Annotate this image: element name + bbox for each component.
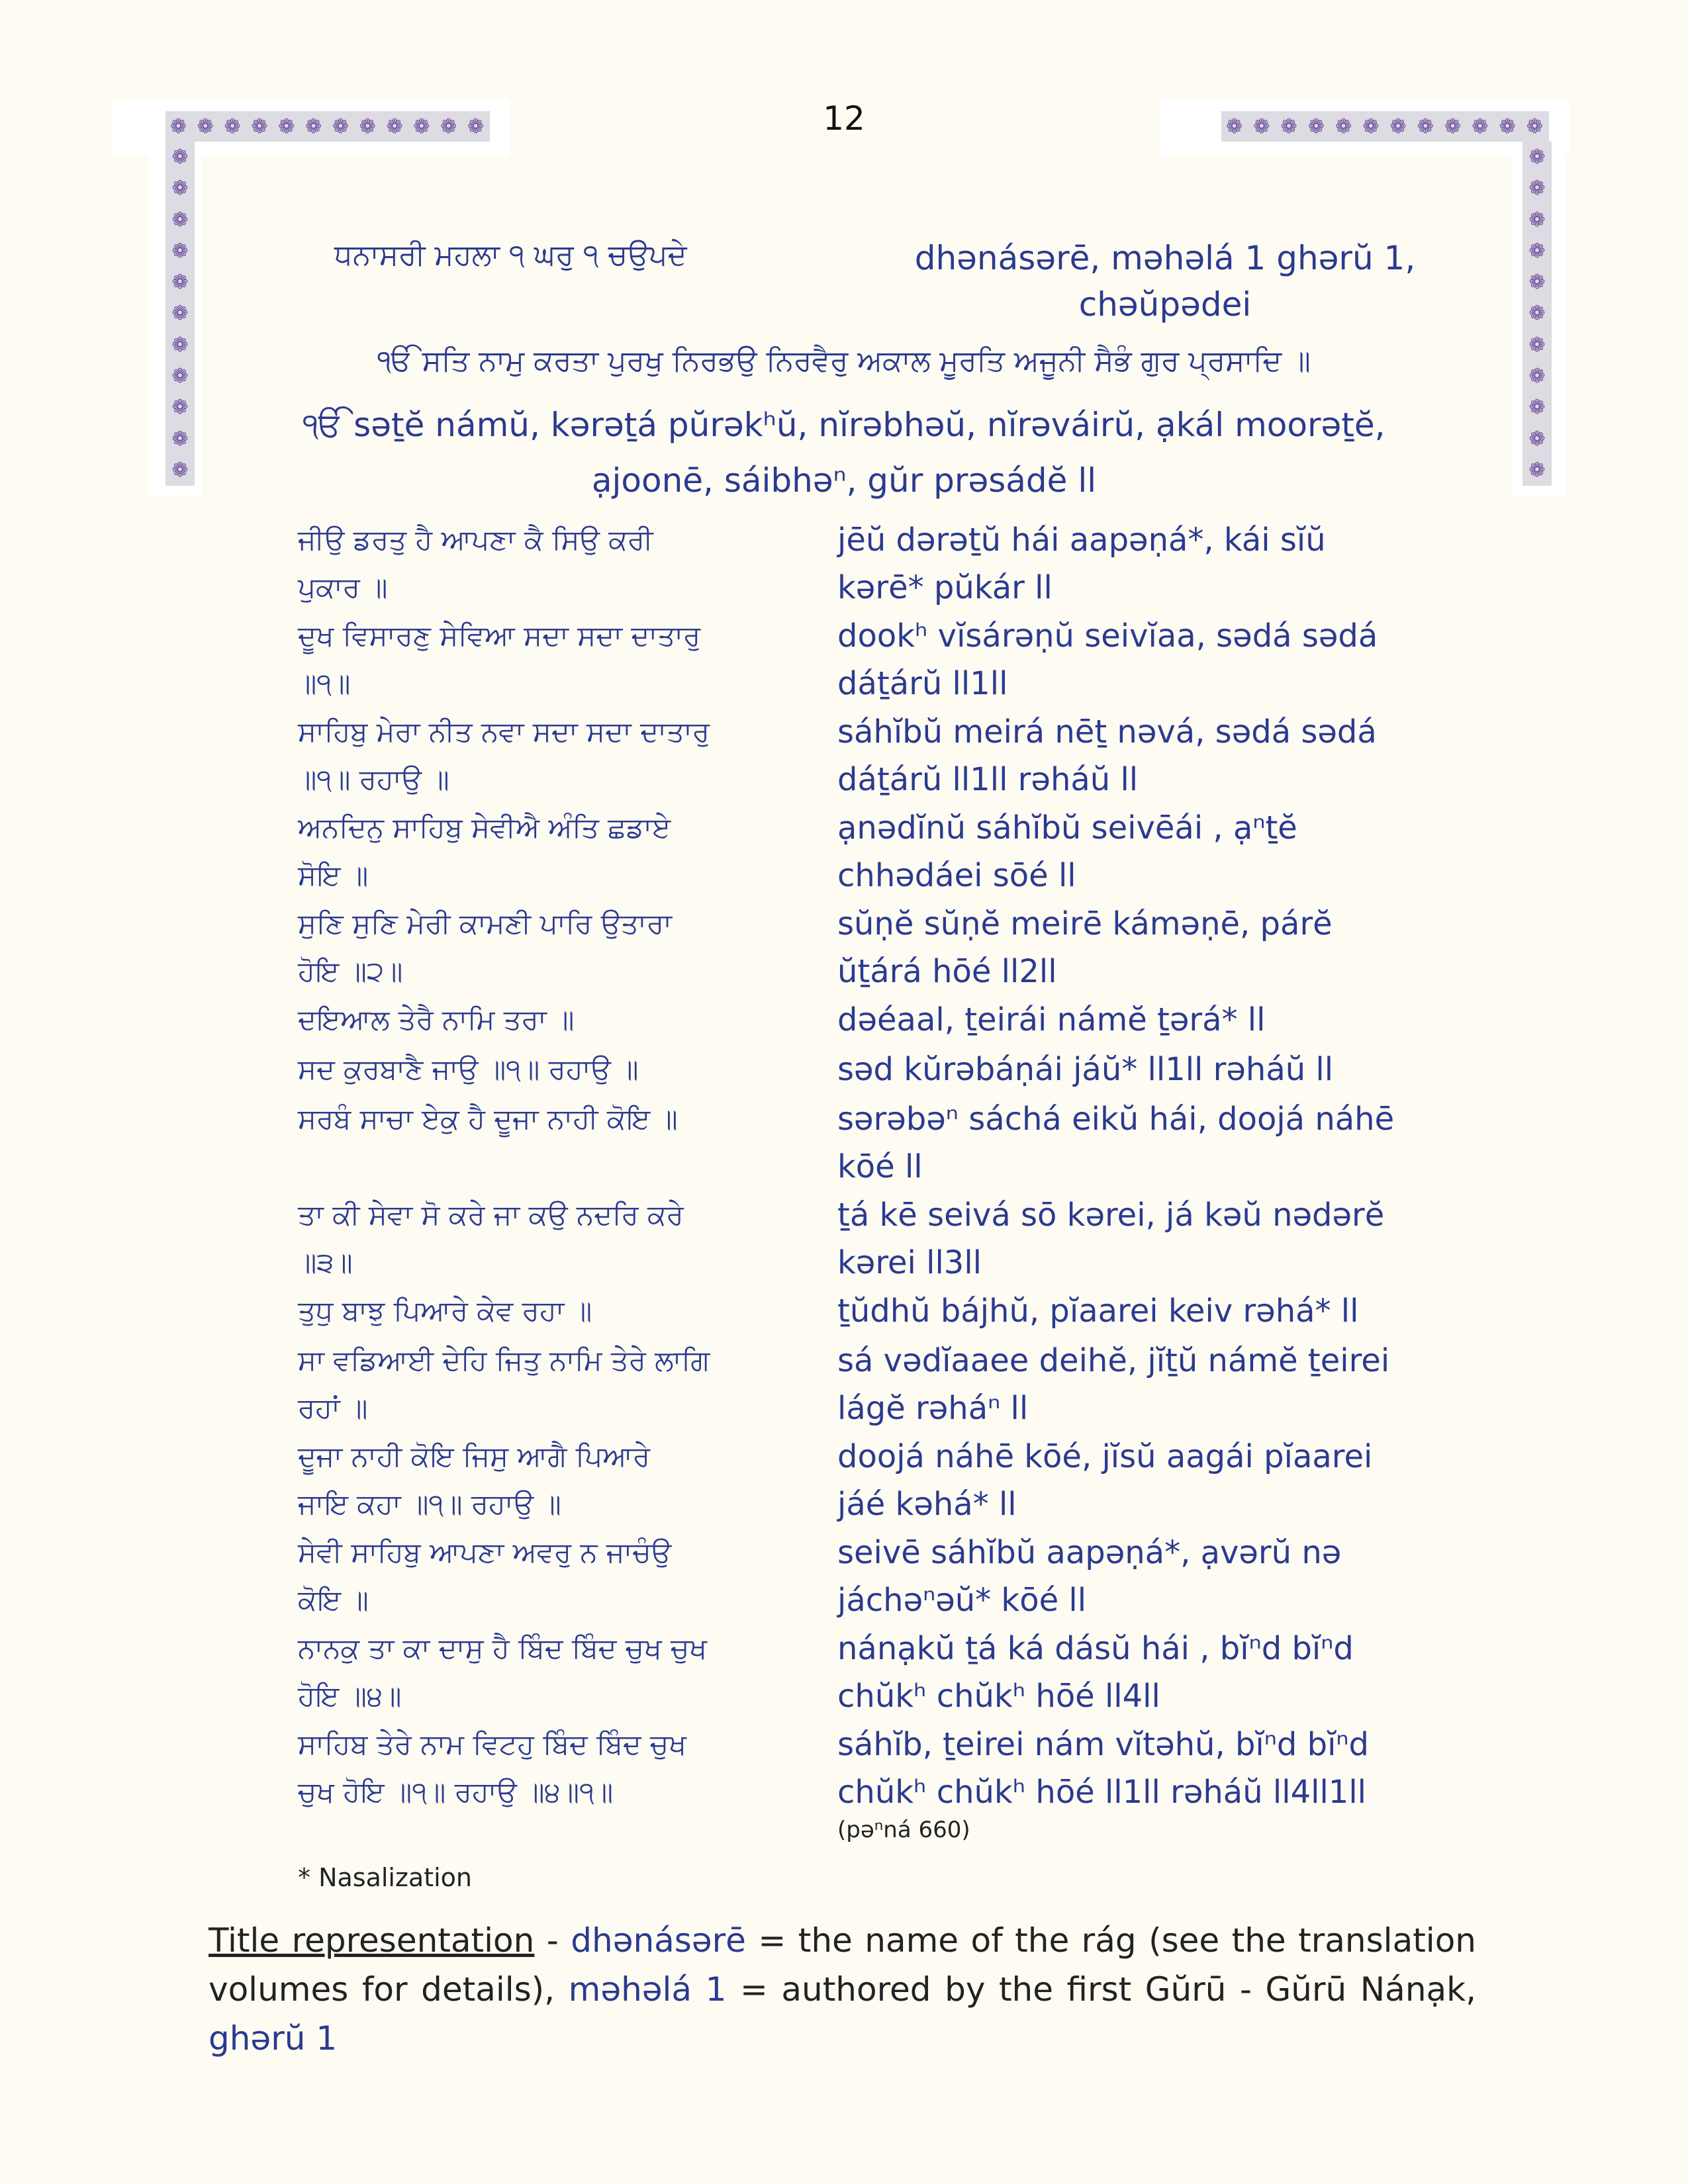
verse-gurmukhi: ਸਾ ਵਡਿਆਈ ਦੇਹਿ ਜਿਤੁ ਨਾਮਿ ਤੇਰੇ ਲਾਗਿ ਰਹਾਂ ॥ (298, 1344, 710, 1424)
mool-translit-line2: ạjoonē, sáibhəⁿ, gŭr prəsádĕ ll (591, 461, 1097, 500)
verse-transliteration: sá vədĭaaee deihĕ, jĭṯŭ námĕ ṯeirei lágĕ rəháⁿ ll (837, 1342, 1390, 1427)
verse-transliteration: ạnədĭnŭ sáhĭbŭ seivēái , ạⁿṯĕ chhədáei sōé ll (837, 809, 1297, 894)
verse-gurmukhi: ਸੁਣਿ ਸੁਣਿ ਮੇਰੀ ਕਾਮਣੀ ਪਾਰਿ ਉਤਾਰਾ ਹੋਇ ॥੨॥ (298, 907, 672, 987)
verse-transliteration: sáhĭb, ṯeirei nám vĭtəhŭ, bĭⁿd bĭⁿd chŭkʰ chŭkʰ hōé ll1ll rəháŭ ll4ll1ll (837, 1726, 1370, 1811)
page-number: 12 (823, 99, 865, 138)
term-ghar: ghərŭ 1 (209, 2019, 338, 2058)
verse-gurmukhi: ਸਰਬੰ ਸਾਚਾ ਏਕੁ ਹੈ ਦੂਜਾ ਨਾਹੀ ਕੋਇ ॥ (298, 1103, 678, 1135)
verse-transliteration: ṯŭdhŭ bájhŭ, pĭaarei keiv rəhá* ll (837, 1293, 1359, 1330)
heading-translit-line1: dhənásərē, məhəlá 1 ghərŭ 1, (914, 239, 1416, 277)
verse-gurmukhi: ਸਾਹਿਬ ਤੇਰੇ ਨਾਮ ਵਿਟਹੁ ਬਿੰਦ ਬਿੰਦ ਚੁਖ ਚੁਖ ਹੋਇ ॥੧॥ ਰਹਾਉ ॥੪॥੧॥ (298, 1728, 686, 1808)
verse-gurmukhi: ਅਨਦਿਨੁ ਸਾਹਿਬੁ ਸੇਵੀਐ ਅੰਤਿ ਛਡਾਏ ਸੋਇ ॥ (298, 811, 671, 891)
heading-translit-line2: chəŭpədei (1078, 285, 1252, 324)
verse-gurmukhi: ਜੀਉ ਡਰਤੁ ਹੈ ਆਪਣਾ ਕੈ ਸਿਉ ਕਰੀ ਪੁਕਾਰ ॥ (298, 523, 653, 604)
verse-transliteration: doojá náhē kōé, jĭsŭ aagái pĭaarei jáé kəhá* ll (837, 1438, 1373, 1523)
verse-gurmukhi: ਨਾਨਕੁ ਤਾ ਕਾ ਦਾਸੁ ਹੈ ਬਿੰਦ ਬਿੰਦ ਚੁਖ ਚੁਖ ਹੋਇ ॥੪॥ (298, 1632, 708, 1712)
verse-gurmukhi: ਸਾਹਿਬੁ ਮੇਰਾ ਨੀਤ ਨਵਾ ਸਦਾ ਸਦਾ ਦਾਤਾਰੁ ॥੧॥ ਰਹਾਉ ॥ (298, 715, 710, 796)
verse-transliteration: sáhĭbŭ meirá nēṯ nəvá, sədá sədá dáṯárŭ ll1ll rəháŭ ll (837, 713, 1377, 798)
mool-mantar-gurmukhi: ੴ ਸਤਿ ਨਾਮੁ ਕਰਤਾ ਪੁਰਖੁ ਨਿਰਭਉ ਨਿਰਵੈਰੁ ਅਕਾਲ ਮੂਰਤਿ ਅਜੂਨੀ ਸੈਭੰ ਗੁਰ ਪ੍ਰਸਾਦਿ ॥ (377, 344, 1311, 378)
verse-transliteration: sərəbəⁿ sáchá eikŭ hái, doojá náhē kōé ll (837, 1101, 1395, 1185)
mool-mantar-transliteration (265, 397, 1423, 508)
verse-gurmukhi: ਤਾ ਕੀ ਸੇਵਾ ਸੋ ਕਰੇ ਜਾ ਕਉ ਨਦਰਿ ਕਰੇ ॥੩॥ (298, 1199, 684, 1279)
verse-transliteration: dookʰ vĭsárəṇŭ seivĭaa, sədá sədá dáṯárŭ ll1ll (837, 617, 1378, 702)
ornament-border-top-right: ❁ ❁ ❁ ❁ ❁ ❁ ❁ ❁ ❁ ❁ ❁ ❁ (1221, 111, 1549, 142)
verse-transliteration: jēŭ dərəṯŭ hái aapəṇá*, kái sĭŭ kərē* pŭkár ll (837, 522, 1326, 606)
verse-transliteration: seivē sáhĭbŭ aapəṇá*, ạvərŭ nə jáchəⁿəŭ* kōé ll (837, 1534, 1342, 1619)
paragraph-lead: Title representation (209, 1921, 535, 1960)
heading-transliteration (887, 235, 1443, 328)
mool-translit-line1: ੴ səṯĕ námŭ, kərəṯá pŭrəkʰŭ, nĭrəbhəŭ, nĭrəváirŭ, ạkál moorəṯĕ, (303, 406, 1385, 444)
title-representation-paragraph: Title representation - dhənásərē = the name of the rág (see the translation volumes for details), məhəlá 1 = authored by the first Gŭrū - Gŭrū Nánạk, ghərŭ 1 (209, 1921, 1476, 2058)
verse-gurmukhi: ਸੇਵੀ ਸਾਹਿਬੁ ਆਪਣਾ ਅਵਰੁ ਨ ਜਾਚੰਉ ਕੋਇ ॥ (298, 1536, 672, 1616)
term-raag: dhənásərē (571, 1921, 746, 1960)
verse-transliteration: sŭṇĕ sŭṇĕ meirē káməṇē, párĕ ŭṯárá hōé ll2ll (837, 905, 1333, 990)
verse-gurmukhi: ਦਇਆਲ ਤੇਰੈ ਨਾਮਿ ਤਰਾ ॥ (298, 1003, 575, 1036)
ornament-border-right: ❁ ❁ ❁ ❁ ❁ ❁ ❁ ❁ ❁ ❁ ❁ (1523, 142, 1552, 486)
verse-transliteration: səd kŭrəbáṇái jáŭ* ll1ll rəháŭ ll (837, 1051, 1334, 1088)
verse-transliteration: dəéaal, ṯeirái námĕ ṯərá* ll (837, 1001, 1266, 1038)
verse-gurmukhi: ਸਦ ਕੁਰਬਾਣੈ ਜਾਉ ॥੧॥ ਰਹਾਉ ॥ (298, 1053, 639, 1085)
verse-transliteration: nánạkŭ ṯá ká dásŭ hái , bĭⁿd bĭⁿd chŭkʰ chŭkʰ hōé ll4ll (837, 1630, 1354, 1715)
verse-gurmukhi: ਦੂਖ ਵਿਸਾਰਣੁ ਸੇਵਿਆ ਸਦਾ ਸਦਾ ਦਾਤਾਰੁ ॥੧॥ (298, 619, 701, 700)
term-mahala: məhəlá 1 (568, 1970, 727, 2009)
ornament-border-left: ❁ ❁ ❁ ❁ ❁ ❁ ❁ ❁ ❁ ❁ ❁ (165, 142, 195, 486)
ornament-border-top-left: ❁ ❁ ❁ ❁ ❁ ❁ ❁ ❁ ❁ ❁ ❁ ❁ (165, 111, 490, 142)
verse-gurmukhi: ਤੁਧੁ ਬਾਝੁ ਪਿਆਰੇ ਕੇਵ ਰਹਾ ॥ (298, 1295, 592, 1327)
verse-transliteration: ṯá kē seivá sō kərei, já kəŭ nədərĕ kərei ll3ll (837, 1197, 1385, 1281)
heading-gurmukhi: ਧਨਾਸਰੀ ਮਹਲਾ ੧ ਘਰੁ ੧ ਚਉਪਦੇ (334, 238, 687, 272)
page-reference: (pəⁿná 660) (837, 1817, 970, 1843)
verse-gurmukhi: ਦੂਜਾ ਨਾਹੀ ਕੋਇ ਜਿਸੁ ਆਗੈ ਪਿਆਰੇ ਜਾਇ ਕਹਾ ॥੧॥ ਰਹਾਉ ॥ (298, 1440, 651, 1520)
footnote: * Nasalization (298, 1863, 473, 1892)
